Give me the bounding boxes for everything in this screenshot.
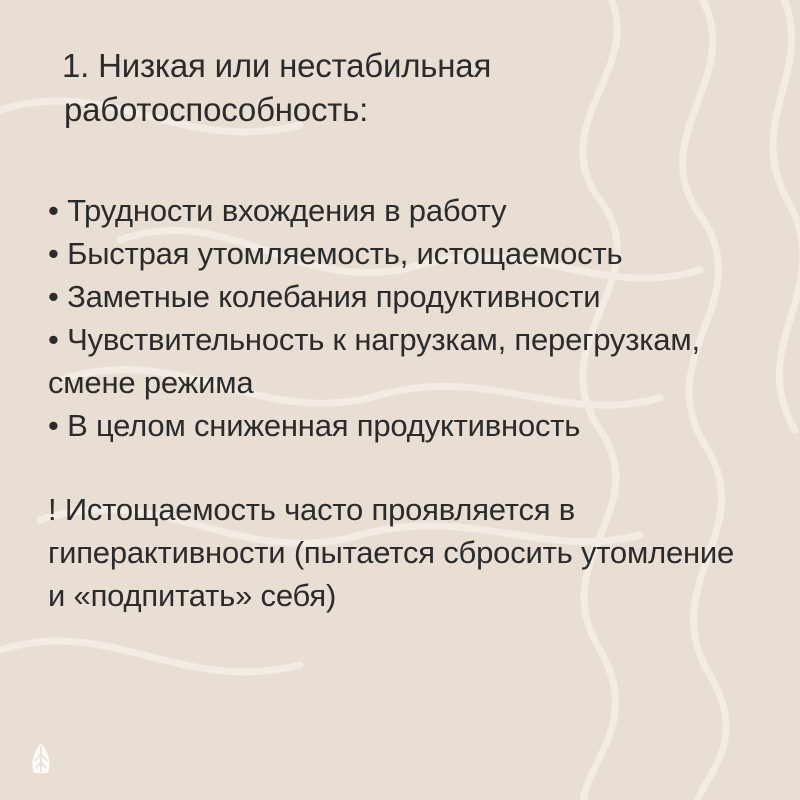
list-item: • Быстрая утомляемость, истощаемость bbox=[48, 236, 623, 272]
spacer bbox=[48, 448, 748, 488]
page-title: 1. Низкая или нестабильная работоспособность: bbox=[62, 47, 492, 128]
list-item: • Заметные колебания продуктивности bbox=[48, 279, 601, 315]
list-item: • Чувствительность к нагрузкам, перегрузкам, смене режима bbox=[48, 322, 700, 401]
leaf-mark-icon bbox=[26, 742, 56, 776]
symptom-list bbox=[48, 189, 748, 447]
list-item: • В целом сниженная продуктивность bbox=[48, 408, 581, 444]
note-text: ! Истощаемость часто проявляется в гиперактивности (пытается сбросить утомление и «подпитать» себя) bbox=[48, 491, 735, 614]
list-item: • Трудности вхождения в работу bbox=[48, 193, 507, 229]
spacer bbox=[48, 131, 748, 189]
